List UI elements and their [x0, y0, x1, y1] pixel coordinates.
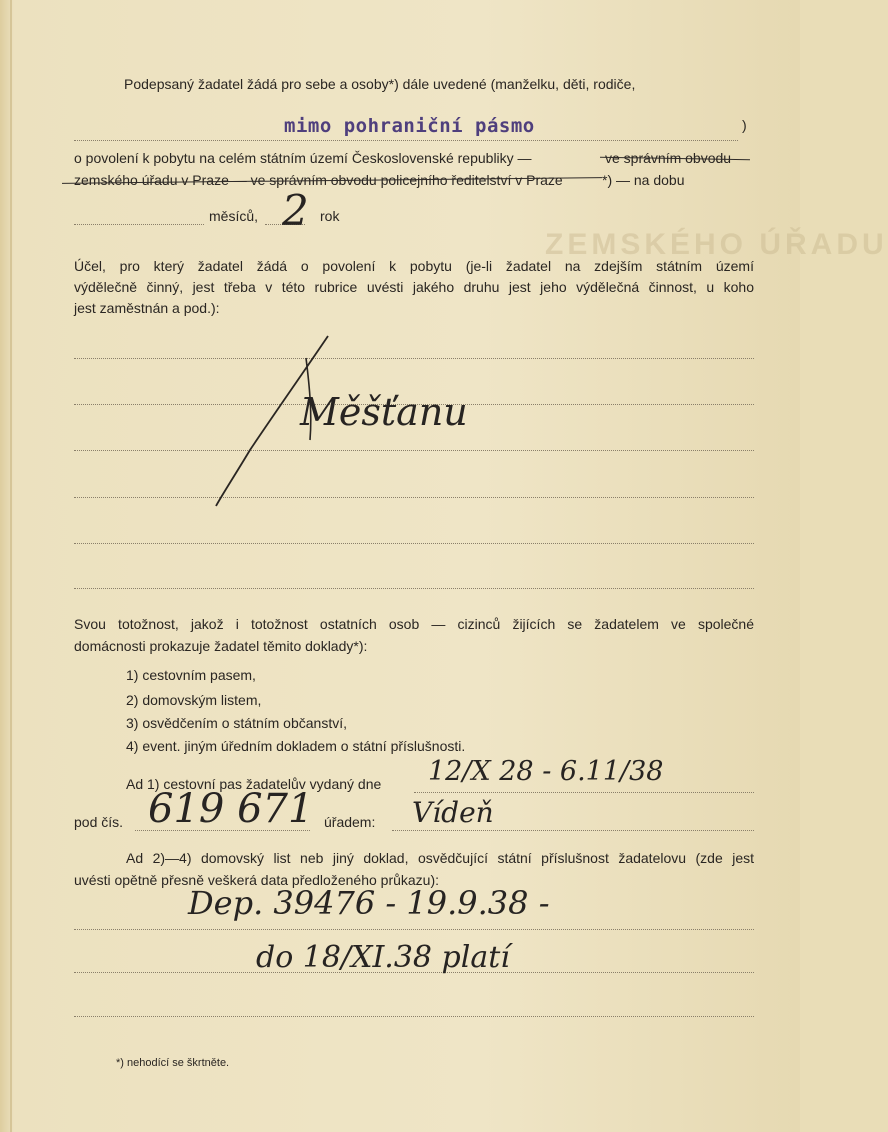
handwritten-passport-dates: 12/X 28 - 6.11/38 [428, 756, 664, 787]
handwritten-passport-number: 619 671 [148, 786, 314, 832]
stamp-dotted-line [74, 140, 738, 141]
intro-text: Podepsaný žadatel žádá pro sebe a osoby*) dále uvedené (manželku, děti, rodiče, [124, 76, 636, 92]
ad2-line-1: Ad 2)—4) domovský list neb jiný doklad, osvědčující státní příslušnost žadatelovu (zde jest [126, 850, 754, 866]
purpose-line-3: jest zaměstnán a pod.): [74, 300, 220, 316]
doc-item-2 [126, 692, 261, 708]
rubber-stamp: mimo pohraniční pásmo [284, 115, 535, 137]
identity-line-1: Svou totožnost, jakož i totožnost ostatních osob — cizinců žijících se žadatelem ve společné [74, 616, 754, 632]
doc-label: osvědčením o státním občanství, [142, 715, 347, 731]
bleed-through-text: ZEMSKÉHO ÚŘADU [545, 228, 888, 261]
ruled-line [74, 1016, 754, 1017]
uradem-label: úřadem: [324, 814, 376, 830]
doc-label: cestovním pasem, [142, 667, 256, 683]
ruled-line [74, 497, 754, 498]
footnote: *) nehodící se škrtněte. [116, 1057, 230, 1069]
permit-text-b: *) — na dobu [602, 172, 685, 188]
pod-cis-label: pod čís. [74, 814, 124, 830]
ruled-line [74, 358, 754, 359]
doc-item-1 [126, 667, 256, 683]
purpose-line-2: výdělečně činný, jest třeba v této rubrice uvésti jakého druhu jest jeho výdělečná činnost, u koho [74, 279, 754, 295]
doc-item-3 [126, 715, 347, 731]
handwritten-purpose: Měšťanu [300, 390, 468, 434]
doc-label: event. jiným úředním dokladem o státní příslušnosti. [142, 738, 466, 754]
doc-number: 2) [126, 692, 139, 708]
permit-text-a: o povolení k pobytu na celém státním území Československé republiky — [74, 150, 532, 166]
doc-number: 3) [126, 715, 139, 731]
ruled-line [74, 543, 754, 544]
paper-fold [10, 0, 12, 1132]
handwritten-authority: Vídeň [412, 796, 494, 829]
purpose-line-1: Účel, pro který žadatel žádá o povolení k pobytu (je-li žadatel na zdejším státním území [74, 258, 754, 274]
ad2-line-2: uvésti opětně přesně veškerá data předloženého průkazu): [74, 872, 440, 888]
handwritten-domicile-1: Dep. 39476 - 19.9.38 - [188, 884, 550, 922]
doc-number: 4) [126, 738, 139, 754]
months-dotted-line [74, 224, 204, 225]
handwritten-years: 2 [282, 186, 309, 235]
doc-label: domovským listem, [142, 692, 262, 708]
ruled-line [74, 450, 754, 451]
ruled-line [74, 929, 754, 930]
passport-date-line [414, 792, 754, 793]
years-label: rok [320, 208, 340, 224]
doc-number: 1) [126, 667, 139, 683]
identity-line-2: domácnosti prokazuje žadatel těmito doklady*): [74, 638, 368, 654]
ruled-line [74, 588, 754, 589]
doc-item-4 [126, 738, 465, 754]
ad1-label: Ad 1) cestovní pas žadatelův vydaný dne [126, 776, 382, 792]
months-label: měsíců, [209, 208, 259, 224]
authority-line [392, 830, 754, 831]
handwritten-domicile-2: do 18/XI.38 platí [256, 940, 510, 975]
closing-paren: ) [742, 117, 747, 133]
struck-text-b: zemského úřadu v Praze — ve správním obvodu policejního ředitelství v Praze [74, 172, 563, 188]
struck-text-a: ve správním obvodu [605, 150, 732, 166]
